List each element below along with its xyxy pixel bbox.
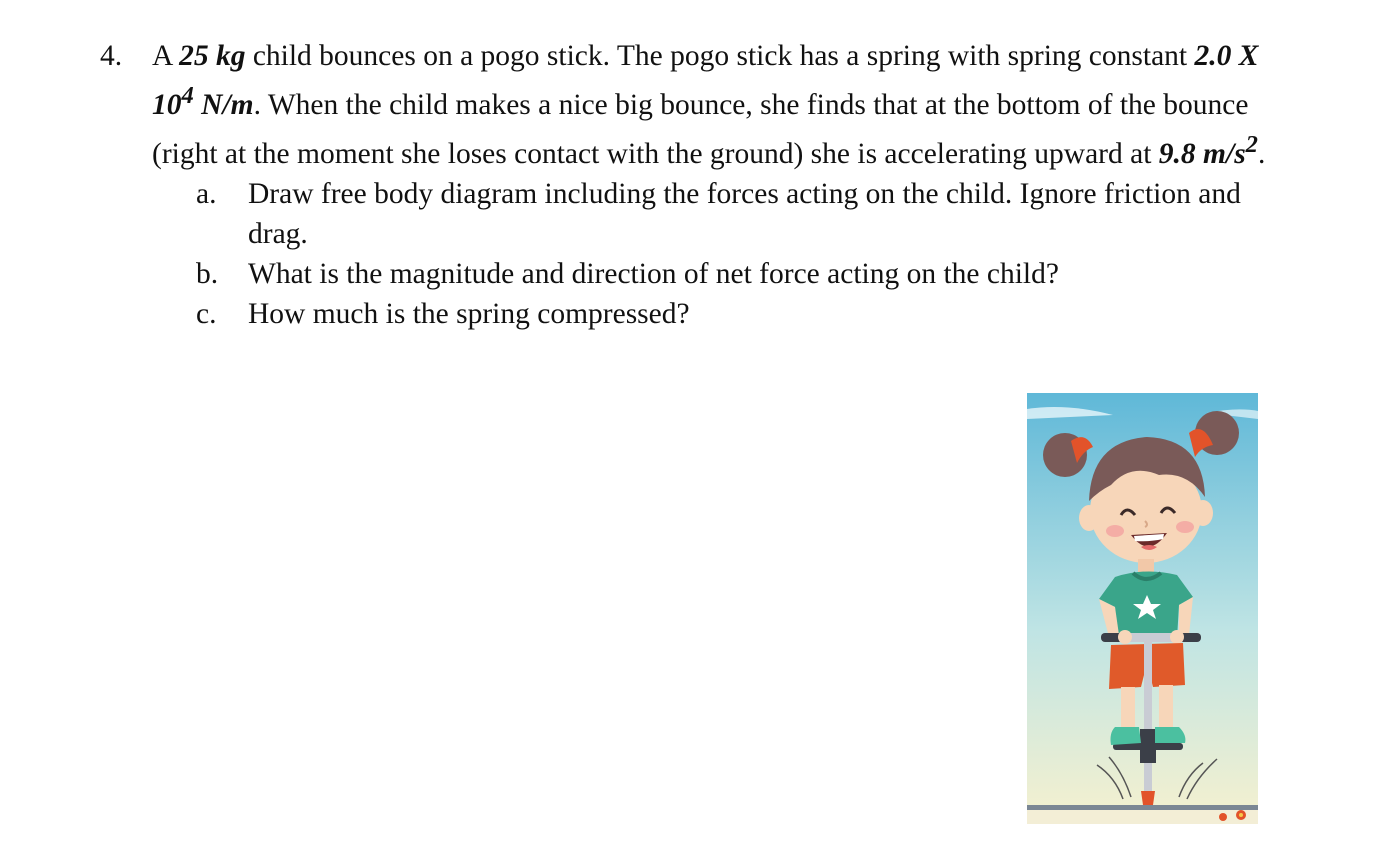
hand-left bbox=[1118, 630, 1132, 644]
spring-constant-value: 2.0 X $10^4$ N/m bbox=[152, 40, 1259, 121]
subpart-label: b. bbox=[196, 257, 219, 290]
question-number: 4. bbox=[100, 40, 123, 72]
question-text-part: . When the child makes a nice big bounce, she finds that at the bottom of the bounce (right at the moment she loses contact with the ground) she is accelerating upward at bbox=[152, 88, 1249, 170]
question-text-part: A bbox=[152, 40, 180, 72]
subparts-list bbox=[196, 174, 1280, 334]
neck bbox=[1138, 559, 1154, 573]
mass-value: 25 kg bbox=[179, 40, 246, 72]
cheek-right bbox=[1176, 521, 1194, 533]
flower-center-icon bbox=[1239, 813, 1243, 817]
question-row bbox=[100, 36, 1280, 174]
cheek-left bbox=[1106, 525, 1124, 537]
subpart-b bbox=[196, 254, 1280, 294]
subpart-c bbox=[196, 294, 1280, 334]
subpart-label: c. bbox=[196, 297, 217, 330]
pogo-tip bbox=[1141, 791, 1155, 805]
subpart-text: What is the magnitude and direction of net force acting on the child? bbox=[248, 257, 1059, 290]
flower-icon bbox=[1219, 813, 1227, 821]
acceleration-value: 9.8 $m/s^2$ bbox=[1158, 130, 1258, 170]
spring-constant-exponent: 4 bbox=[181, 82, 194, 109]
shoe-left bbox=[1111, 727, 1142, 745]
illustration-svg bbox=[1027, 393, 1258, 824]
subpart-label: a. bbox=[196, 177, 217, 210]
question-text-part: . bbox=[1257, 137, 1266, 170]
leg-left bbox=[1121, 687, 1135, 727]
question-text bbox=[152, 36, 1280, 174]
subpart-text: Draw free body diagram including the forces acting on the child. Ignore friction and drag. bbox=[248, 177, 1241, 250]
acceleration-exponent: 2 bbox=[1245, 130, 1258, 158]
subpart-a bbox=[196, 174, 1280, 254]
question-text-part: child bounces on a pogo stick. The pogo stick has a spring with spring constant bbox=[245, 40, 1195, 72]
shoe-right bbox=[1155, 727, 1185, 743]
pogo-stick-child-illustration bbox=[1027, 393, 1258, 824]
ground-line bbox=[1027, 805, 1258, 810]
hand-right bbox=[1170, 630, 1184, 644]
leg-right bbox=[1159, 685, 1173, 727]
problem-block bbox=[100, 36, 1280, 334]
subpart-text: How much is the spring compressed? bbox=[248, 297, 690, 330]
pogo-pole bbox=[1144, 641, 1152, 791]
